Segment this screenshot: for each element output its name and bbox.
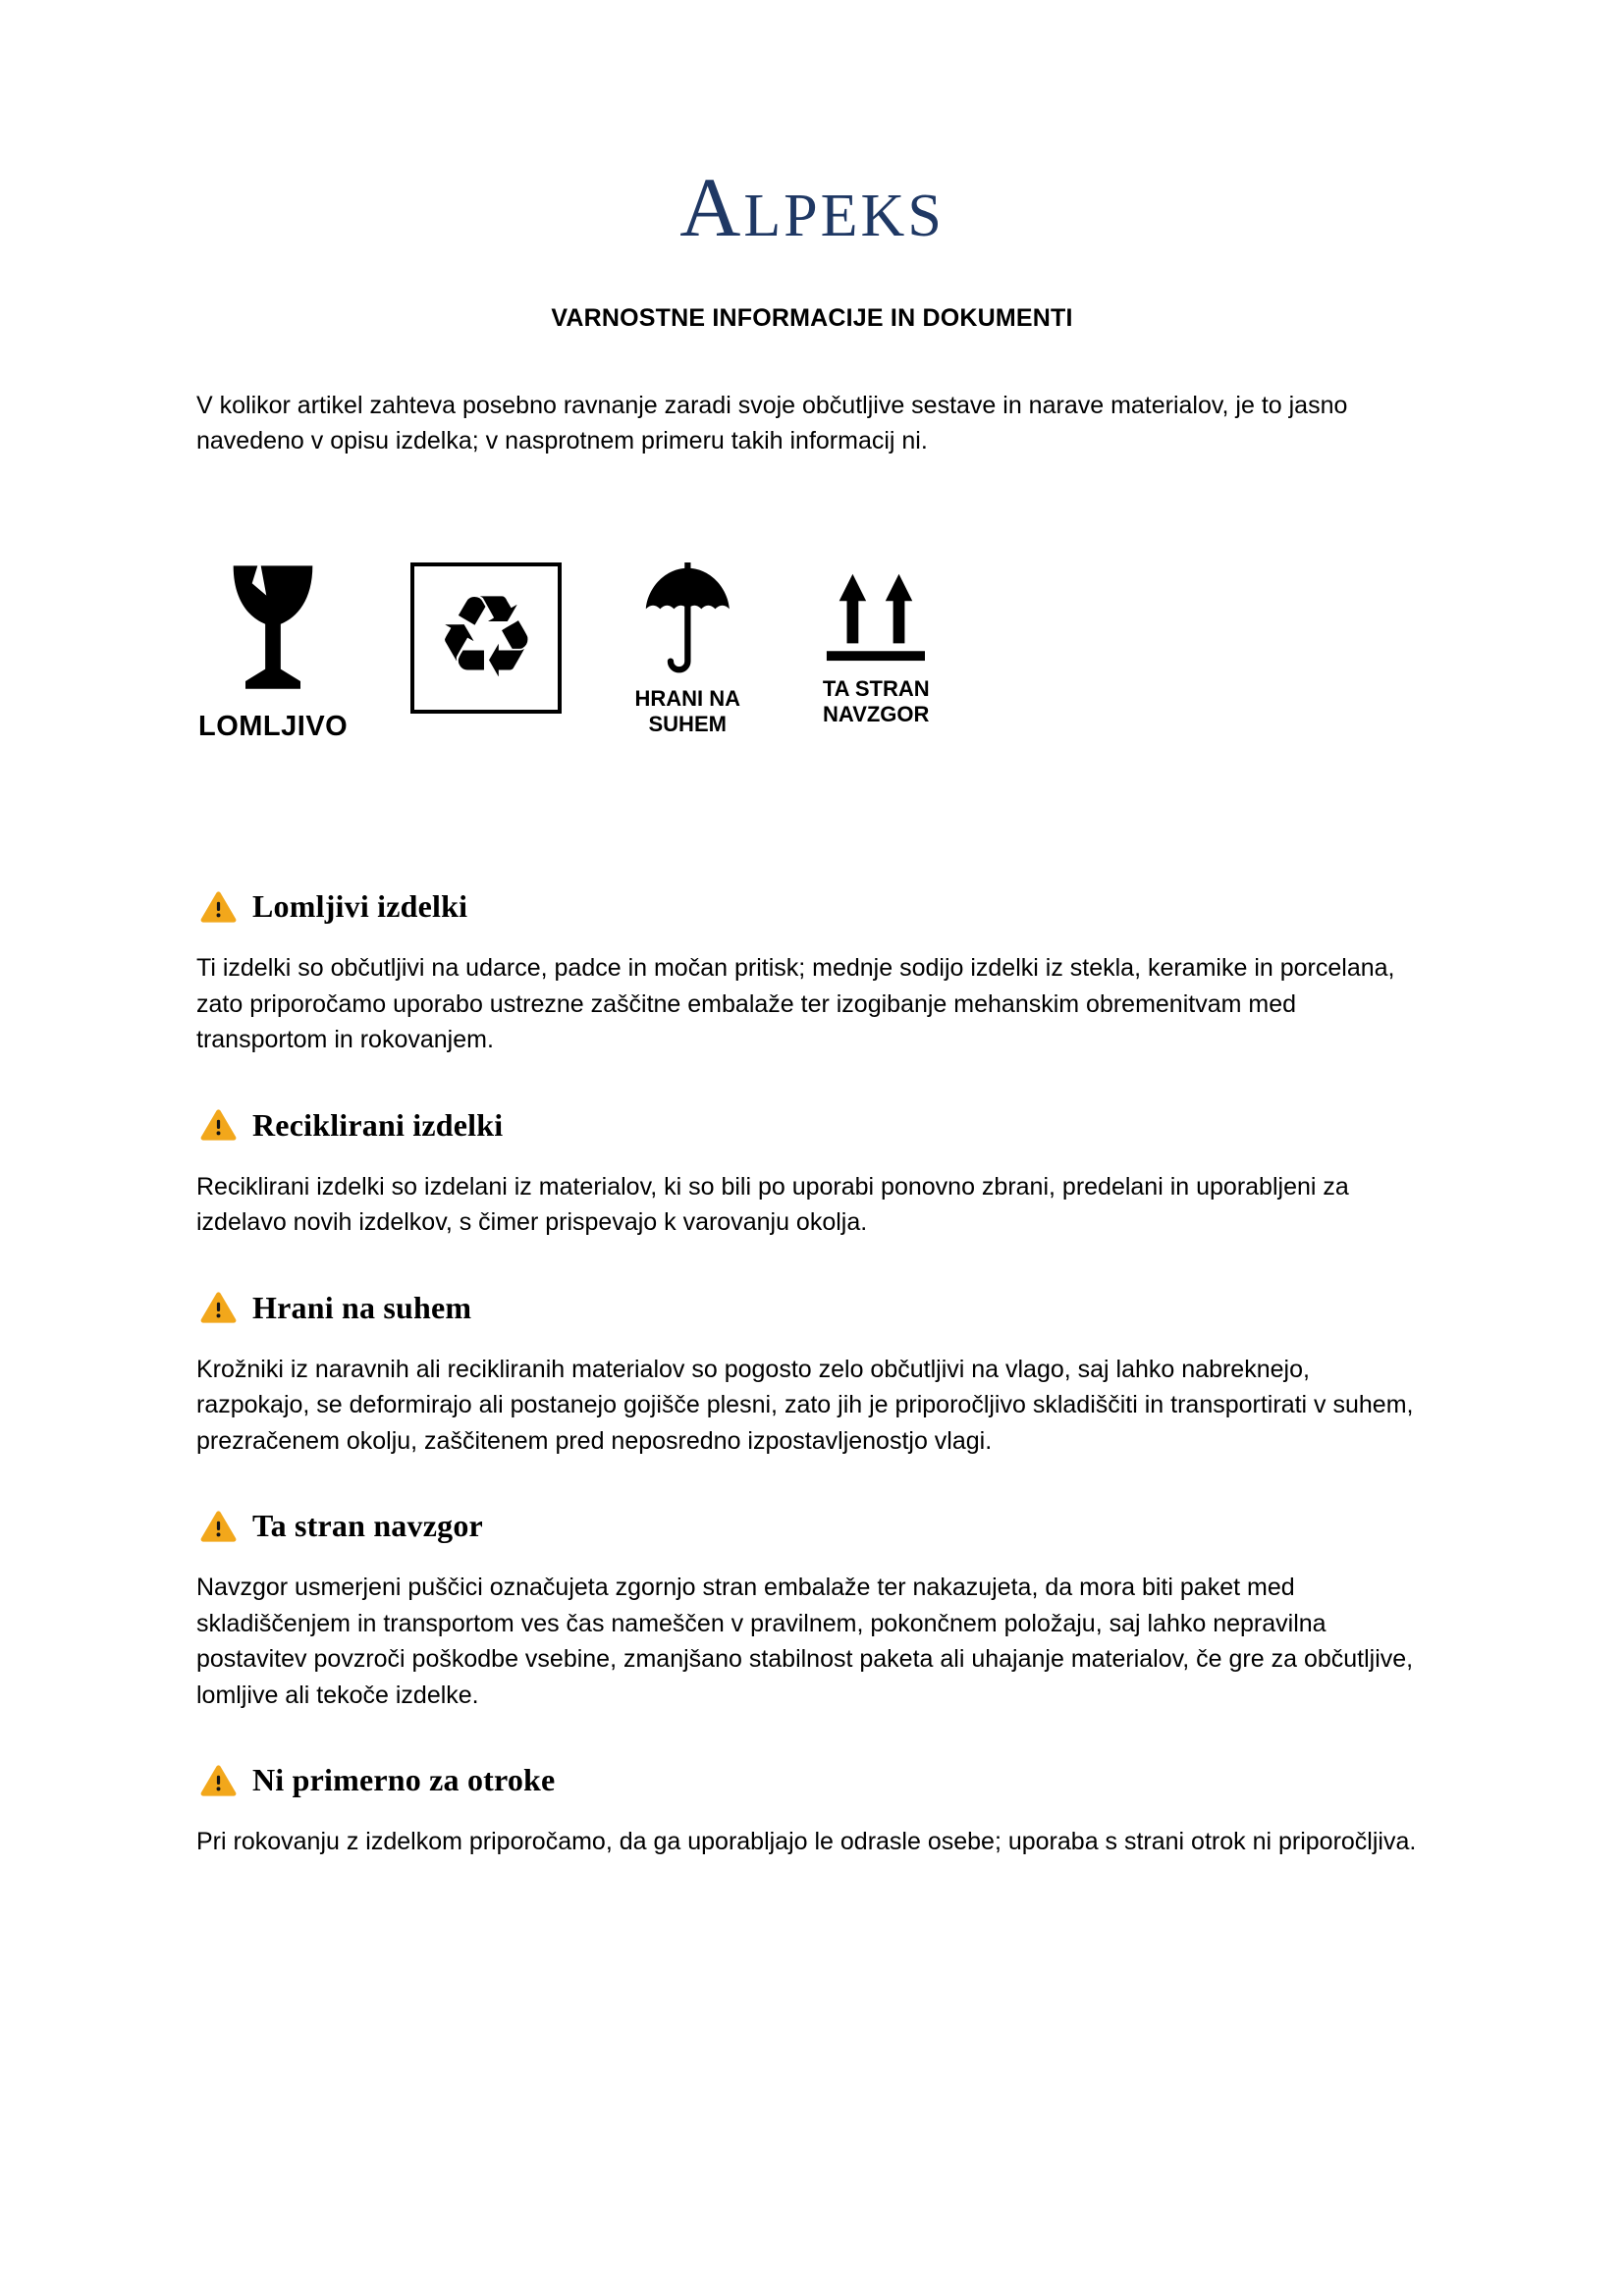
section-heading-row [196,1508,1428,1544]
logo [196,160,1428,254]
section-reciklirani-izdelki [196,1107,1428,1241]
section-title: Lomljivi izdelki [252,888,468,925]
umbrella-keep-dry-icon [640,562,735,678]
keep-dry-symbol-block [624,562,750,737]
warning-icon [200,1108,237,1142]
this-side-up-symbol-label: TA STRAN NAVZGOR [822,676,930,726]
section-paragraph: Pri rokovanju z izdelkom priporočamo, da ga uporabljajo le odrasle osebe; uporaba s strani otrok ni priporočljiva. [196,1828,1417,1856]
recycle-icon: ♻ [435,571,538,704]
document-title: VARNOSTNE INFORMACIJE IN DOKUMENTI [551,304,1073,332]
section-paragraph: Navzgor usmerjeni puščici označujeta zgornjo stran embalaže ter nakazujeta, da mora biti paket med skladiščenjem in transportom ves čas nameščen v pravilnem, pokončnem položaju, saj lahko nepravilna postavitev povzroči poškodbe vsebine, zmanjšano stabilnost paketa ali uhajanje materialov, če gre za občutljive, lomljive ali tekoče izdelke. [196,1574,1414,1709]
this-side-up-symbol-block [813,562,939,727]
intro-paragraph: V kolikor artikel zahteva posebno ravnanje zaradi svoje občutljive sestave in narave materialov, je to jasno navedeno v opisu izdelka; v nasprotnem primeru takih informacij ni. [196,392,1348,454]
section-ta-stran-navzgor [196,1508,1428,1713]
fragile-symbol-block [198,562,348,743]
section-lomljivi-izdelki [196,888,1428,1058]
section-paragraph: Reciklirani izdelki so izdelani iz materialov, ki so bili po uporabi ponovno zbrani, predelani in uporabljeni za izdelavo novih izdelkov, s čimer prispevajo k varovanju okolja. [196,1172,1349,1237]
section-paragraph: Ti izdelki so občutljivi na udarce, padce in močan pritisk; mednje sodijo izdelki iz stekla, keramike in porcelana, zato priporočamo uporabo ustrezne zaščitne embalaže ter izogibanje mehanskim obremenitvam med transportom in rokovanjem. [196,954,1395,1054]
logo-text-rest: LPEKS [743,183,945,249]
section-paragraph: Krožniki iz naravnih ali recikliranih materialov so pogosto zelo občutljivi na vlago, saj lahko nabreknejo, razpokajo, se deformirajo ali postanejo gojišče plesni, zato jih je priporočljivo skladiščiti in transportirati v suhem, prezračenem okolju, zaščitenem pred neposredno izpostavljenostjo vlagi. [196,1355,1414,1455]
packaging-symbols-row [196,562,1428,743]
section-ni-primerno-za-otroke [196,1762,1428,1860]
section-title: Ni primerno za otroke [252,1762,556,1798]
warning-icon [200,1764,237,1797]
section-heading-row [196,888,1428,925]
fragile-symbol-label: LOMLJIVO [198,711,349,742]
warning-icon [200,1510,237,1543]
fragile-glass-icon [218,562,328,700]
warning-icon [200,1291,237,1324]
warning-icon [200,890,237,924]
section-heading-row [196,1290,1428,1326]
logo-text-initial: A [679,160,744,254]
recycle-symbol-block [410,562,562,714]
keep-dry-symbol-label: HRANI NA SUHEM [634,686,741,736]
this-side-up-icon [823,562,929,665]
section-title: Ta stran navzgor [252,1508,483,1544]
section-title: Hrani na suhem [252,1289,472,1325]
section-heading-row [196,1107,1428,1144]
recycle-symbol-frame [410,562,562,714]
section-heading-row [196,1762,1428,1798]
section-hrani-na-suhem [196,1290,1428,1460]
section-title: Reciklirani izdelki [252,1106,504,1143]
